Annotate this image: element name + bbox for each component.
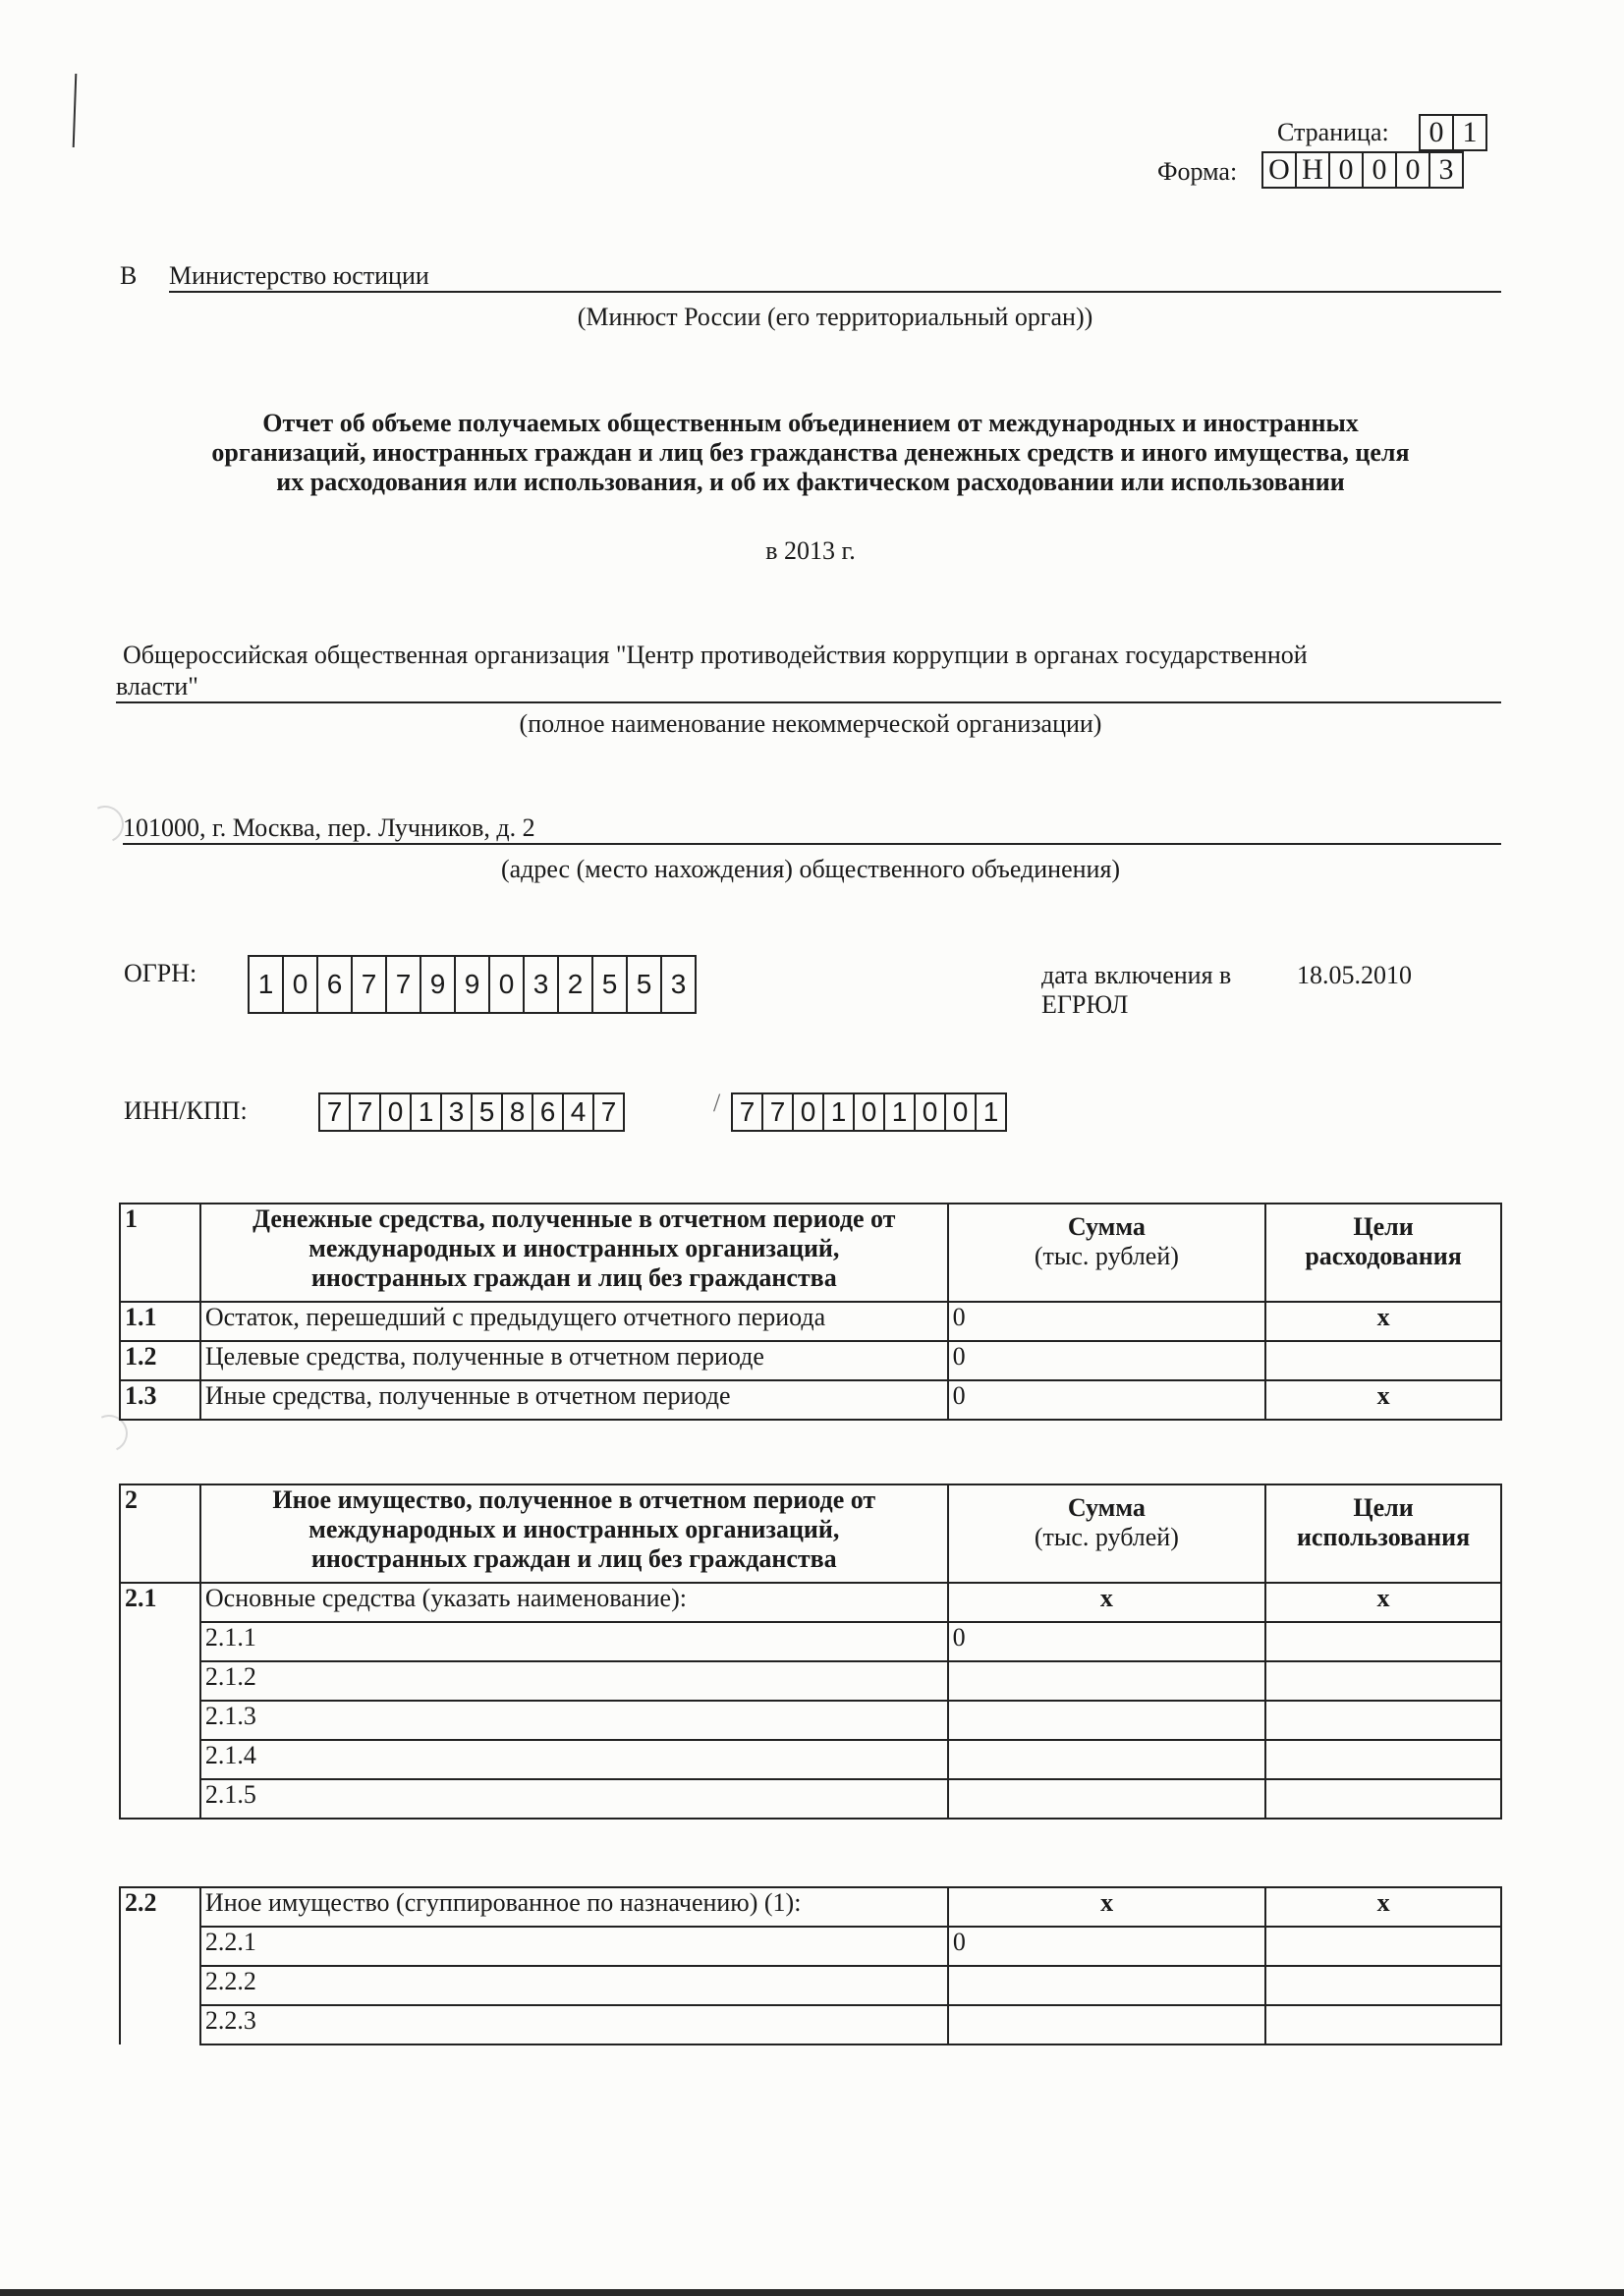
property-header-line: иностранных граждан и лиц без гражданства [310,1544,837,1573]
ogrn-digit: 0 [488,955,523,1014]
ogrn-digit: 7 [385,955,420,1014]
form-code-char: 0 [1328,151,1362,189]
ogrn-digit: 2 [557,955,591,1014]
funds-header-line: Денежные средства, полученные в отчетном периоде от [252,1204,896,1233]
row-goal [1265,1779,1501,1819]
ogrn-digit: 0 [282,955,316,1014]
row-number: 2.2 [120,1887,200,2044]
ogrn-digit: 5 [591,955,626,1014]
goal-header [1265,1484,1501,1583]
row-goal [1265,1927,1501,1966]
form-code-boxes [1261,151,1464,189]
ogrn-digit: 7 [351,955,385,1014]
table-row [120,1583,1501,1622]
goal-header-line: Цели [1353,1493,1414,1522]
inn-digit: 7 [349,1092,379,1132]
report-title-line: их расходования или использования, и об их фактическом расходовании или использовании [276,468,1345,496]
other-property-table [119,1886,1502,2045]
addressee-caption: (Минюст России (его территориальный орган)) [577,303,1093,331]
row-goal: x [1265,1583,1501,1622]
inn-digit: 0 [379,1092,410,1132]
table-header-row [120,1204,1501,1302]
ogrn-digit: 1 [248,955,282,1014]
row-goal [1265,1966,1501,2005]
row-number: 2.1 [120,1583,200,1819]
table-row [120,1927,1501,1966]
inn-digit: 1 [410,1092,440,1132]
row-name: 2.1.2 [200,1661,948,1701]
inn-digit: 5 [471,1092,501,1132]
sum-header [948,1484,1265,1583]
address-value: 101000, г. Москва, пер. Лучников, д. 2 [123,813,1501,845]
table-row [120,1966,1501,2005]
inn-digit: 7 [318,1092,349,1132]
row-number: 1.3 [120,1380,200,1420]
inn-digit: 4 [562,1092,592,1132]
addressee-prefix: В [120,261,138,290]
kpp-digit: 0 [944,1092,975,1132]
table-row [120,1661,1501,1701]
row-name: 2.2.3 [200,2005,948,2044]
ogrn-digit: 9 [420,955,454,1014]
form-label: Форма: [1157,157,1238,186]
inn-digit: 6 [532,1092,562,1132]
property-header-line: Иное имущество, полученное в отчетном периоде от [272,1485,876,1514]
row-sum [948,1740,1265,1779]
ogrn-digit: 3 [660,955,697,1014]
ogrn-boxes [248,955,697,1014]
kpp-digit: 0 [914,1092,944,1132]
row-goal [1265,1661,1501,1701]
inn-digit: 8 [501,1092,532,1132]
row-name: 2.1.1 [200,1622,948,1661]
kpp-digit: 7 [731,1092,761,1132]
property-header-line: международных и иностранных организаций, [308,1515,840,1543]
funds-table [119,1203,1502,1421]
row-goal [1265,1341,1501,1380]
row-sum: 0 [948,1302,1265,1341]
ogrn-digit: 6 [316,955,351,1014]
row-sum: 0 [948,1380,1265,1420]
row-sum: 0 [948,1622,1265,1661]
table-row [120,1622,1501,1661]
page-number-boxes [1419,114,1487,151]
table-row [120,1341,1501,1380]
kpp-digit: 1 [822,1092,853,1132]
pen-mark [73,74,78,147]
inn-kpp-label: ИНН/КПП: [124,1096,248,1125]
sum-header-title: Сумма [1067,1493,1146,1522]
inn-digit: 7 [592,1092,625,1132]
row-name: Остаток, перешедший с предыдущего отчетного периода [200,1302,948,1341]
row-name: 2.2.1 [200,1927,948,1966]
row-name: 2.2.2 [200,1966,948,2005]
row-name: 2.1.3 [200,1701,948,1740]
report-title-line: организаций, иностранных граждан и лиц без гражданства денежных средств и иного имущества, целя [211,438,1410,467]
addressee-value: Министерство юстиции [169,261,1501,293]
sum-header-title: Сумма [1067,1212,1146,1241]
row-name: 2.1.5 [200,1779,948,1819]
goal-header-line: расходования [1305,1242,1462,1270]
table-row [120,1887,1501,1927]
row-sum: 0 [948,1341,1265,1380]
inn-boxes [318,1092,625,1132]
goal-header-line: Цели [1353,1212,1414,1241]
table-row [120,1380,1501,1420]
sum-header-unit: (тыс. рублей) [1034,1523,1179,1551]
form-code-char: 3 [1428,151,1464,189]
ogrn-digit: 3 [523,955,557,1014]
funds-header-line: иностранных граждан и лиц без гражданства [310,1263,837,1292]
ogrn-label: ОГРН: [124,959,197,987]
row-sum [948,1701,1265,1740]
row-goal: x [1265,1380,1501,1420]
section-number: 2 [120,1484,200,1583]
kpp-digit: 7 [761,1092,792,1132]
row-goal: x [1265,1887,1501,1927]
goal-header [1265,1204,1501,1302]
kpp-digit: 0 [792,1092,822,1132]
form-code-char: Н [1295,151,1328,189]
row-goal [1265,1740,1501,1779]
organization-caption: (полное наименование некоммерческой организации) [519,709,1102,738]
organization-name-line2: власти" [116,672,1501,703]
egrul-date-label-2: ЕГРЮЛ [1041,990,1129,1019]
form-code-char: 0 [1362,151,1395,189]
row-sum: x [948,1583,1265,1622]
report-title-line: Отчет об объеме получаемых общественным объединением от международных и иностранных [262,409,1359,437]
row-sum [948,1966,1265,2005]
row-name: Иное имущество (сгуппированное по назначению) (1): [200,1887,948,1927]
property-table [119,1484,1502,1820]
row-goal: x [1265,1302,1501,1341]
page-digit: 1 [1452,114,1487,151]
row-sum [948,1661,1265,1701]
page-digit: 0 [1419,114,1452,151]
ogrn-digit: 5 [626,955,660,1014]
row-name: 2.1.4 [200,1740,948,1779]
form-code-char: О [1261,151,1295,189]
report-title [120,409,1501,497]
report-year: в 2013 г. [765,536,856,565]
ogrn-digit: 9 [454,955,488,1014]
row-number: 1.2 [120,1341,200,1380]
address-caption: (адрес (место нахождения) общественного объединения) [500,855,1121,883]
kpp-boxes [731,1092,1007,1132]
row-sum: 0 [948,1927,1265,1966]
section-number: 1 [120,1204,200,1302]
kpp-digit: 0 [853,1092,883,1132]
row-goal [1265,1701,1501,1740]
table-row [120,1740,1501,1779]
inn-kpp-slash: / [713,1089,721,1117]
row-name: Основные средства (указать наименование): [200,1583,948,1622]
row-sum [948,1779,1265,1819]
scan-bottom-edge [0,2289,1624,2296]
goal-header-line: использования [1296,1523,1471,1551]
egrul-date-label-1: дата включения в [1041,961,1232,989]
sum-header [948,1204,1265,1302]
table-header-row [120,1484,1501,1583]
row-sum [948,2005,1265,2044]
kpp-digit: 1 [975,1092,1007,1132]
inn-digit: 3 [440,1092,471,1132]
page-label: Страница: [1277,118,1389,146]
funds-header-line: международных и иностранных организаций, [308,1234,840,1262]
property-header [200,1484,948,1583]
egrul-date-value: 18.05.2010 [1297,961,1412,989]
row-goal [1265,2005,1501,2044]
row-goal [1265,1622,1501,1661]
table-row [120,1701,1501,1740]
funds-header [200,1204,948,1302]
row-sum: x [948,1887,1265,1927]
sum-header-unit: (тыс. рублей) [1034,1242,1179,1270]
row-name: Целевые средства, полученные в отчетном периоде [200,1341,948,1380]
table-row [120,1779,1501,1819]
organization-name-line1: Общероссийская общественная организация "Центр противодействия коррупции в органах государственной [123,641,1308,669]
row-number: 1.1 [120,1302,200,1341]
table-row [120,2005,1501,2044]
row-name: Иные средства, полученные в отчетном периоде [200,1380,948,1420]
form-code-char: 0 [1395,151,1428,189]
table-row [120,1302,1501,1341]
kpp-digit: 1 [883,1092,914,1132]
